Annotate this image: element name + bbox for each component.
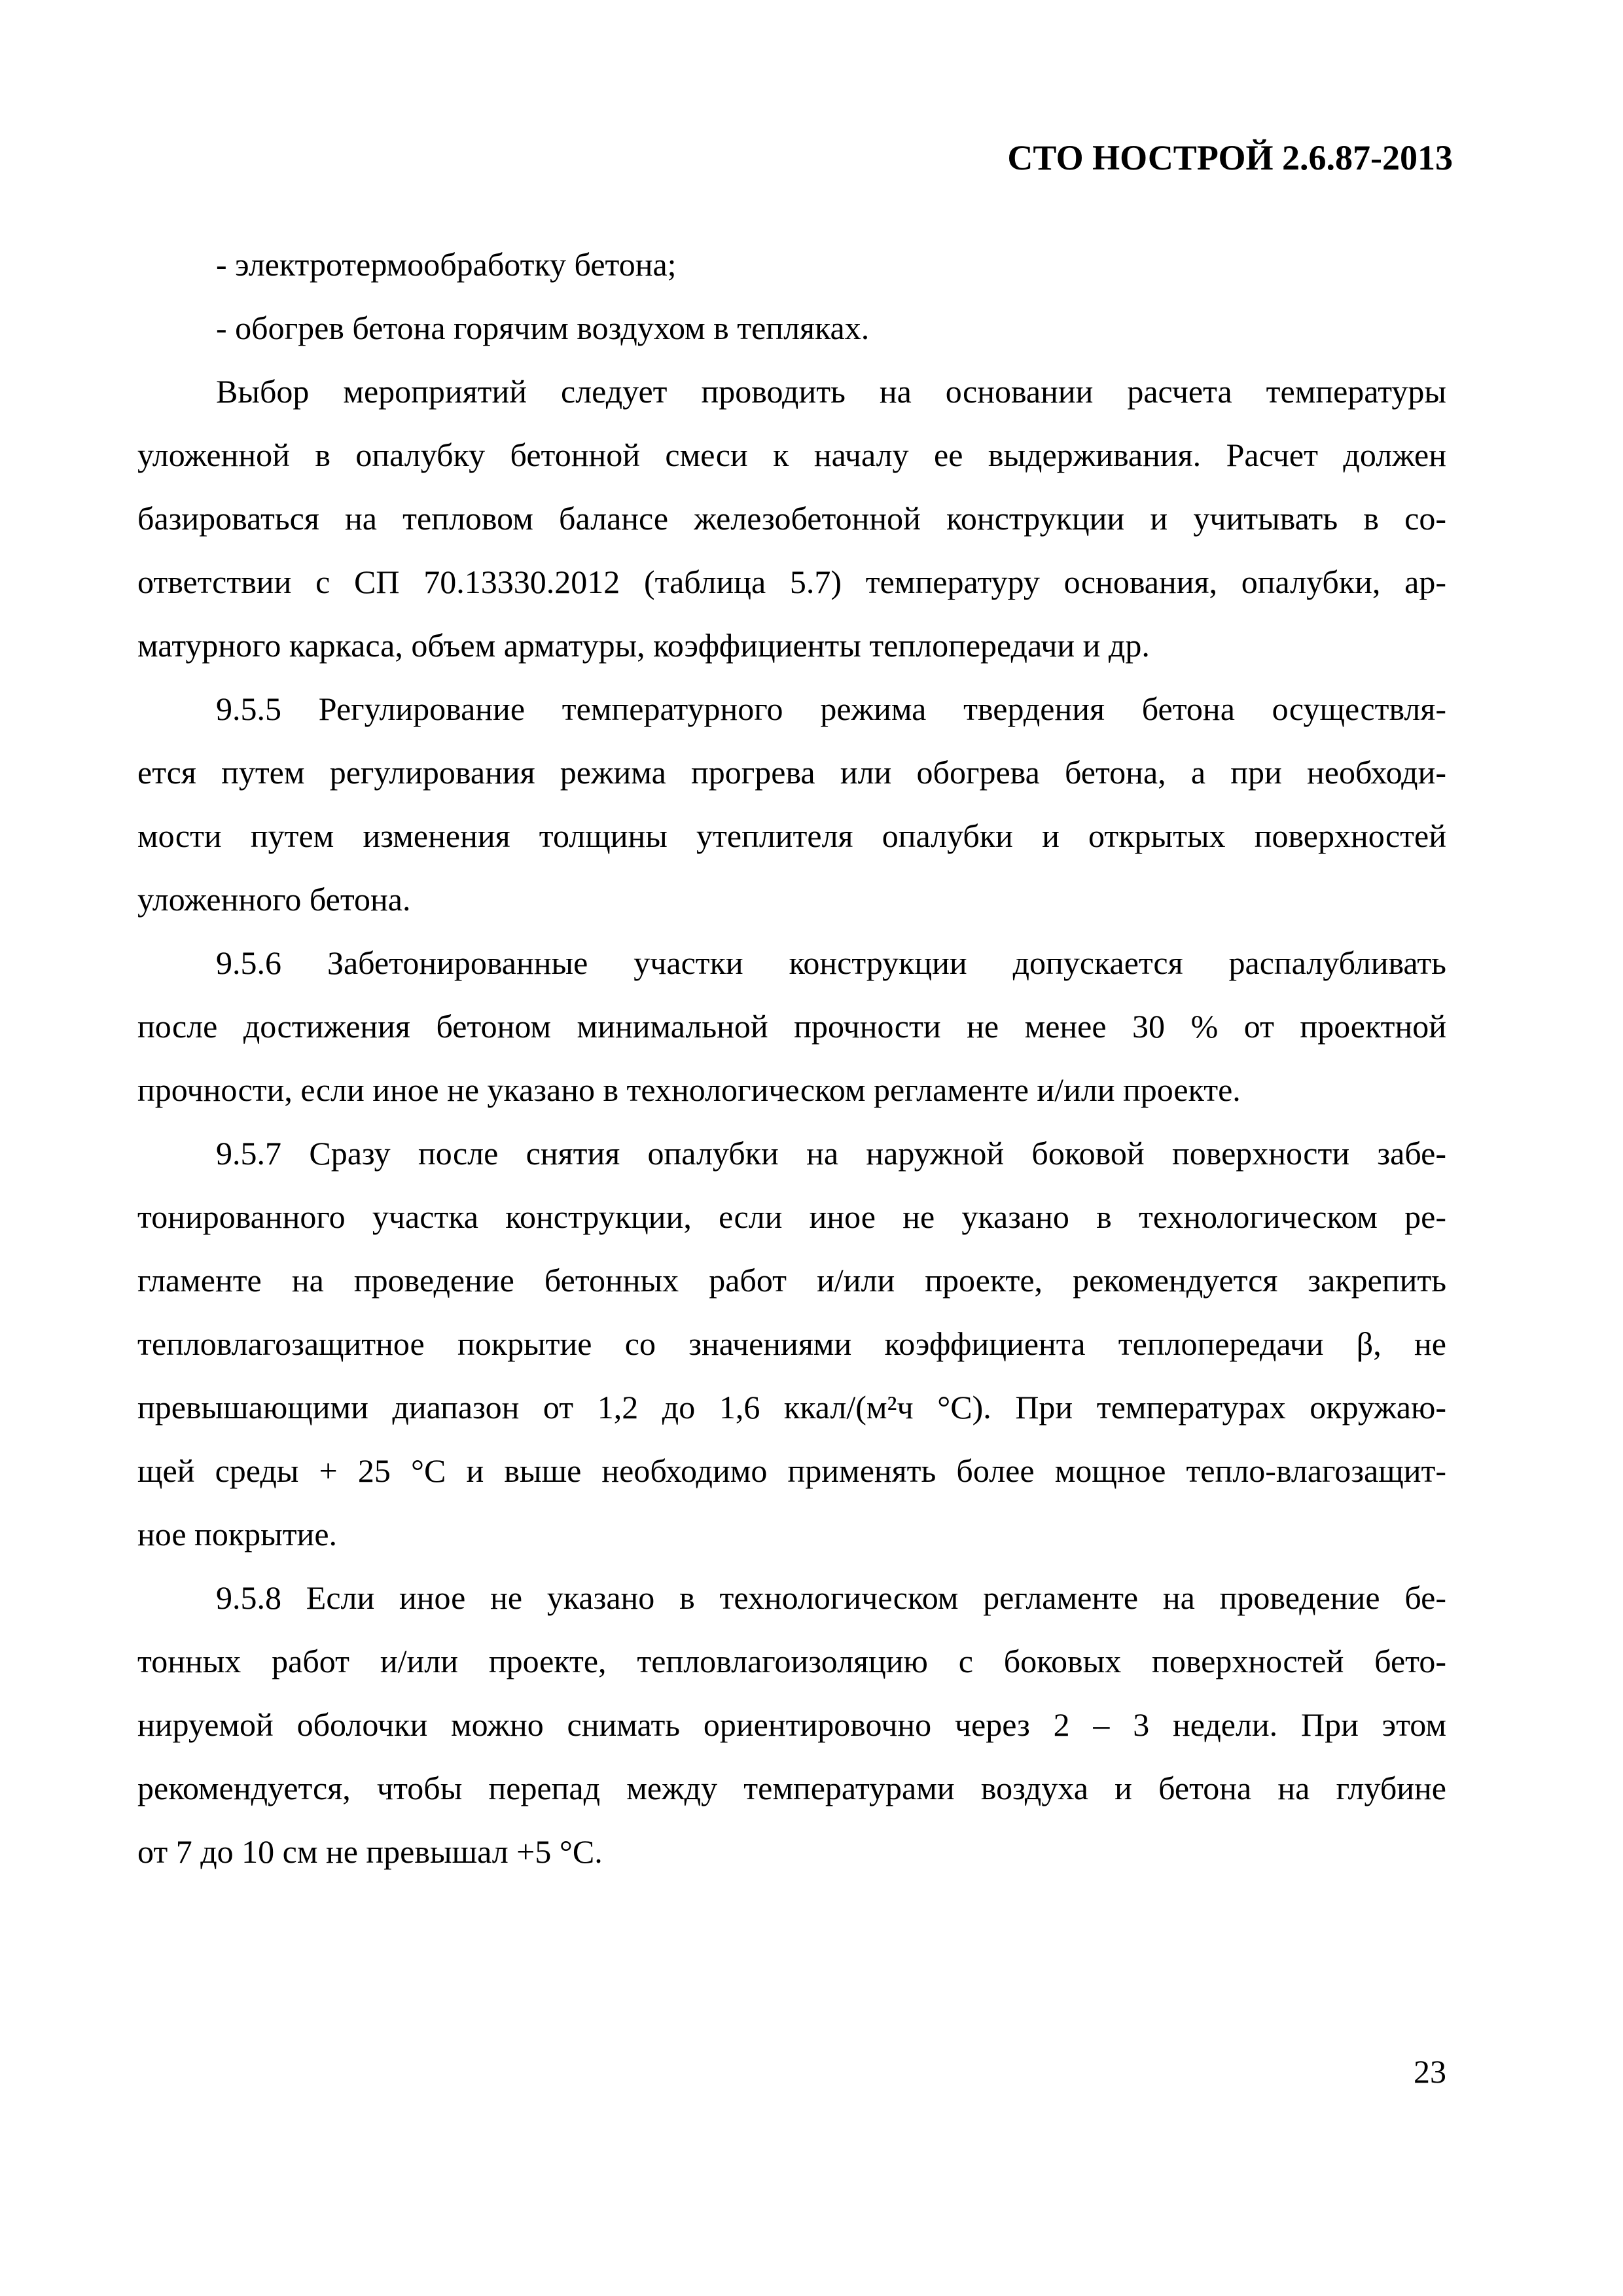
text-line: тепловлагозащитное покрытие со значениями коэффициента теплопередачи β, не: [137, 1325, 1446, 1362]
text-line: ное покрытие.: [137, 1516, 338, 1552]
text-line: уложенной в опалубку бетонной смеси к началу ее выдерживания. Расчет должен: [137, 437, 1446, 473]
paragraph: [137, 1122, 1446, 1566]
page-number: 23: [1414, 2053, 1446, 2090]
document-code-header: СТО НОСТРОЙ 2.6.87-2013: [1007, 138, 1453, 177]
text-line: 9.5.5 Регулирование температурного режима твердения бетона осуществля-: [216, 691, 1446, 727]
text-line: матурного каркаса, объем арматуры, коэффициенты теплопередачи и др.: [137, 627, 1150, 664]
text-line: 9.5.7 Сразу после снятия опалубки на наружной боковой поверхности забе-: [216, 1135, 1446, 1172]
text-line: прочности, если иное не указано в технологическом регламенте и/или проекте.: [137, 1071, 1241, 1108]
document-body: [137, 233, 1446, 1884]
paragraph: [137, 677, 1446, 931]
text-line: нируемой оболочки можно снимать ориентировочно через 2 – 3 недели. При этом: [137, 1706, 1446, 1743]
text-line: - электротермообработку бетона;: [216, 246, 677, 283]
text-line: базироваться на тепловом балансе железобетонной конструкции и учитывать в со-: [137, 500, 1446, 537]
text-line: мости путем изменения толщины утеплителя опалубки и открытых поверхностей: [137, 817, 1446, 854]
text-line: превышающими диапазон от 1,2 до 1,6 ккал/(м²ч °С). При температурах окружаю-: [137, 1389, 1446, 1426]
text-line: щей среды + 25 °С и выше необходимо применять более мощное тепло-влагозащит-: [137, 1452, 1446, 1489]
text-line: гламенте на проведение бетонных работ и/или проекте, рекомендуется закрепить: [137, 1262, 1446, 1299]
paragraph: [137, 360, 1446, 677]
text-line: - обогрев бетона горячим воздухом в тепляках.: [216, 310, 870, 346]
paragraph: [137, 233, 1446, 296]
text-line: уложенного бетона.: [137, 881, 411, 918]
text-line: тонированного участка конструкции, если иное не указано в технологическом ре-: [137, 1198, 1446, 1235]
text-line: тонных работ и/или проекте, тепловлагоизоляцию с боковых поверхностей бето-: [137, 1643, 1446, 1679]
text-line: ется путем регулирования режима прогрева или обогрева бетона, а при необходи-: [137, 754, 1446, 791]
text-line: 9.5.6 Забетонированные участки конструкции допускается распалубливать: [216, 944, 1446, 981]
paragraph: [137, 1566, 1446, 1884]
paragraph: [137, 931, 1446, 1122]
paragraph: [137, 296, 1446, 360]
text-line: рекомендуется, чтобы перепад между температурами воздуха и бетона на глубине: [137, 1770, 1446, 1806]
text-line: от 7 до 10 см не превышал +5 °С.: [137, 1833, 603, 1870]
text-line: Выбор мероприятий следует проводить на основании расчета температуры: [216, 373, 1446, 410]
text-line: после достижения бетоном минимальной прочности не менее 30 % от проектной: [137, 1008, 1446, 1045]
text-line: 9.5.8 Если иное не указано в технологическом регламенте на проведение бе-: [216, 1579, 1446, 1616]
text-line: ответствии с СП 70.13330.2012 (таблица 5.7) температуру основания, опалубки, ар-: [137, 564, 1446, 600]
